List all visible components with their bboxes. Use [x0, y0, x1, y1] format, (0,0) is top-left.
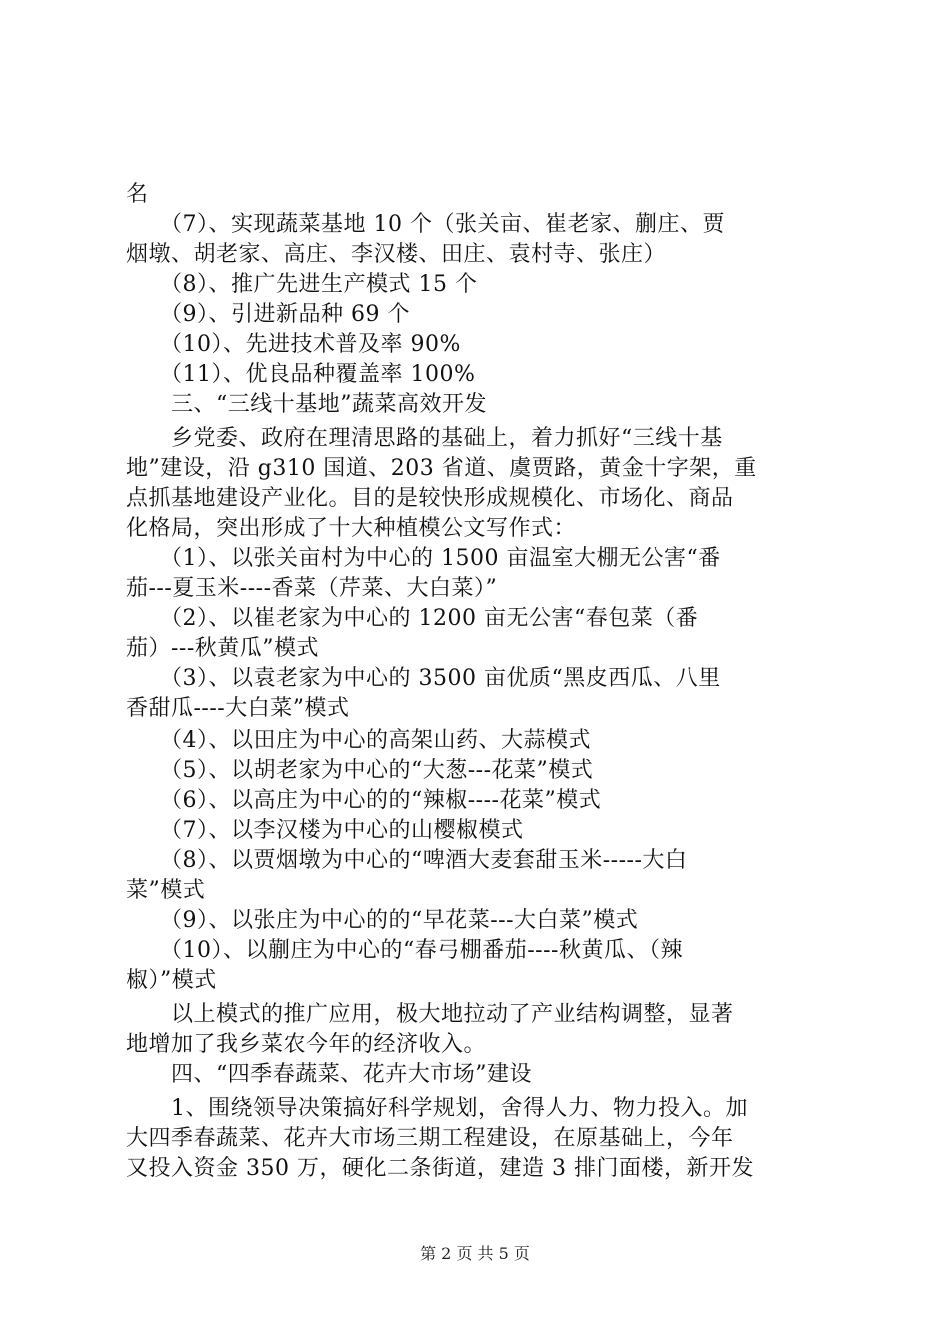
text-line: 以上模式的推广应用，极大地拉动了产业结构调整，显著 — [126, 1002, 734, 1027]
text-line: 四、“四季春蔬菜、花卉大市场”建设 — [126, 1062, 532, 1087]
text-line: 茄---夏玉米----香菜（芹菜、大白菜）” — [126, 576, 498, 601]
text-line: 菜”模式 — [126, 878, 206, 903]
text-line: 茄）---秋黄瓜”模式 — [126, 636, 320, 661]
text-line: 乡党委、政府在理清思路的基础上，着力抓好“三线十基 — [126, 426, 723, 451]
text-line: （8）、以贾烟墩为中心的“啤酒大麦套甜玉米-----大白 — [126, 848, 688, 873]
text-line: （4）、以田庄为中心的高架山药、大蒜模式 — [126, 728, 591, 753]
text-line: （8）、推广先进生产模式 15 个 — [126, 272, 478, 297]
text-line: （2）、以崔老家为中心的 1200 亩无公害“春包菜（番 — [126, 606, 699, 631]
text-line: 名 — [126, 182, 149, 207]
text-line: 大四季春蔬菜、花卉大市场三期工程建设，在原基础上，今年 — [126, 1126, 734, 1151]
text-line: （3）、以袁老家为中心的 3500 亩优质“黑皮西瓜、八里 — [126, 666, 721, 691]
text-line: （1）、以张关亩村为中心的 1500 亩温室大棚无公害“番 — [126, 546, 721, 571]
text-line: （10）、以蒯庄为中心的“春弓棚番茄----秋黄瓜、（辣 — [126, 938, 683, 963]
text-line: 1、围绕领导决策搞好科学规划，舍得人力、物力投入。加 — [126, 1096, 748, 1121]
text-line: （6）、以高庄为中心的的“辣椒----花菜”模式 — [126, 788, 602, 813]
text-line: （7）、实现蔬菜基地 10 个（张关亩、崔老家、蒯庄、贾 — [126, 212, 725, 237]
text-line: 化格局，突出形成了十大种植模公文写作式： — [126, 516, 577, 541]
text-line: （10）、先进技术普及率 90% — [126, 332, 461, 357]
text-line: （9）、以张庄为中心的的“早花菜---大白菜”模式 — [126, 908, 639, 933]
text-line: 又投入资金 350 万，硬化二条街道，建造 3 排门面楼，新开发 — [126, 1156, 754, 1181]
text-line: 三、“三线十基地”蔬菜高效开发 — [126, 392, 487, 417]
text-line: 香甜瓜----大白菜”模式 — [126, 696, 350, 721]
text-line: （9）、引进新品种 69 个 — [126, 302, 410, 327]
text-line: 点抓基地建设产业化。目的是较快形成规模化、市场化、商品 — [126, 486, 734, 511]
text-line: 椒）”模式 — [126, 968, 217, 993]
text-line: （7）、以李汉楼为中心的山樱椒模式 — [126, 818, 524, 843]
page-footer: 第 2 页 共 5 页 — [420, 1244, 530, 1263]
text-line: 烟墩、胡老家、高庄、李汉楼、田庄、袁村寺、张庄） — [126, 242, 667, 267]
text-line: 地”建设，沿 g310 国道、203 省道、虞贾路，黄金十字架，重 — [126, 456, 757, 481]
text-line: （11）、优良品种覆盖率 100% — [126, 362, 476, 387]
text-line: 地增加了我乡菜农今年的经济收入。 — [126, 1032, 487, 1057]
text-line: （5）、以胡老家为中心的“大葱---花菜”模式 — [126, 758, 594, 783]
